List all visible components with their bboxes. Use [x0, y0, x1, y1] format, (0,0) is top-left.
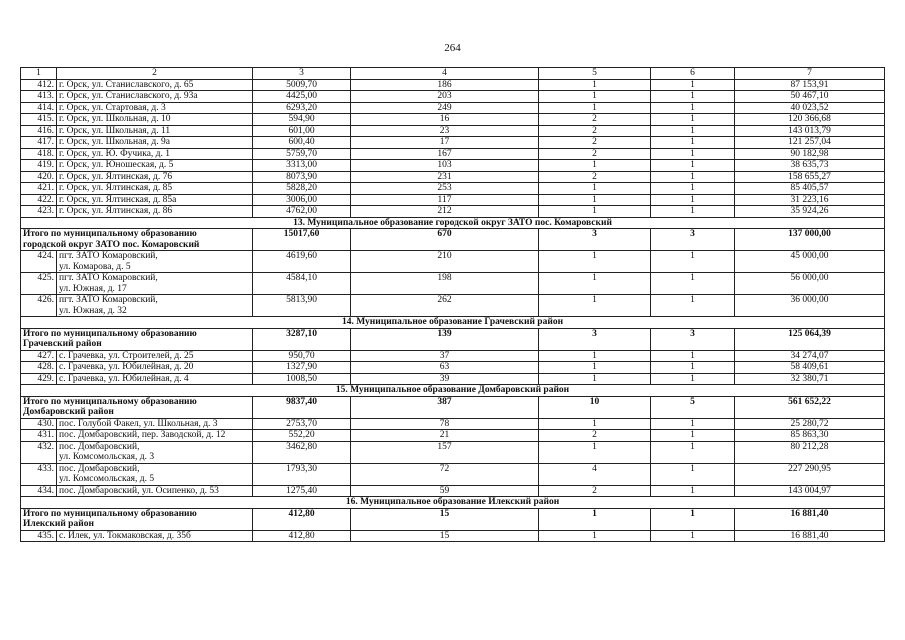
amount-cell: 16 881,40 [735, 508, 885, 530]
table-row [21, 485, 885, 497]
column-5-cell: 2 [539, 114, 651, 126]
count-cell: 670 [351, 229, 539, 251]
subtotal-label-line: городской округ ЗАТО пос. Комаровский [23, 239, 200, 250]
area-cell: 4425,00 [253, 91, 351, 103]
subtotal-row [21, 396, 885, 418]
count-cell: 117 [351, 194, 539, 206]
subtotal-label-line: Итого по муниципальному образованию [23, 508, 197, 519]
column-6-cell: 1 [651, 362, 735, 374]
address-cell [57, 441, 253, 463]
row-number: 419. [21, 160, 57, 172]
section-heading-row [21, 497, 885, 509]
address-line: пгт. ЗАТО Комаровский, [59, 251, 158, 261]
amount-cell: 32 380,71 [735, 373, 885, 385]
address-cell [57, 194, 253, 206]
area-cell: 6293,20 [253, 102, 351, 114]
address-cell [57, 160, 253, 172]
column-6-cell: 1 [651, 79, 735, 91]
count-cell: 198 [351, 273, 539, 295]
area-cell: 8073,90 [253, 171, 351, 183]
amount-cell: 85 863,30 [735, 430, 885, 442]
address-cell [57, 485, 253, 497]
address-line: г. Орск, ул. Ялтинская, д. 76 [59, 171, 173, 182]
column-5-cell: 2 [539, 137, 651, 149]
count-cell: 78 [351, 418, 539, 430]
address-line: ул. Южная, д. 32 [59, 305, 127, 316]
subtotal-row [21, 508, 885, 530]
column-5-cell: 1 [539, 91, 651, 103]
subtotal-label-line: Домбаровский район [23, 407, 114, 417]
amount-cell: 125 064,39 [735, 328, 885, 350]
address-line: с. Грачевка, ул. Строителей, д. 25 [59, 350, 194, 361]
amount-cell: 58 409,61 [735, 362, 885, 374]
count-cell: 210 [351, 251, 539, 273]
amount-cell: 38 635,73 [735, 160, 885, 172]
row-number: 435. [21, 530, 57, 542]
address-line: г. Орск, ул. Ялтинская, д. 86 [59, 206, 173, 216]
row-number: 421. [21, 183, 57, 195]
count-cell: 72 [351, 463, 539, 485]
row-number: 420. [21, 171, 57, 183]
address-cell [57, 206, 253, 218]
address-cell [57, 273, 253, 295]
column-6-cell: 3 [651, 229, 735, 251]
column-6-cell: 1 [651, 350, 735, 362]
column-6-cell: 1 [651, 530, 735, 542]
count-cell: 15 [351, 530, 539, 542]
count-cell: 103 [351, 160, 539, 172]
row-number: 425. [21, 273, 57, 295]
column-6-cell: 5 [651, 396, 735, 418]
subtotal-label [21, 396, 253, 418]
table-row [21, 463, 885, 485]
section-title: 13. Муниципальное образование городской округ ЗАТО пос. Комаровский [21, 217, 885, 229]
count-cell: 59 [351, 485, 539, 497]
count-cell: 212 [351, 206, 539, 218]
column-5-cell: 1 [539, 206, 651, 218]
table-row [21, 350, 885, 362]
count-cell: 249 [351, 102, 539, 114]
address-line: г. Орск, ул. Ю. Фучика, д. 1 [59, 148, 170, 159]
table-row [21, 441, 885, 463]
amount-cell: 56 000,00 [735, 273, 885, 295]
column-6-cell: 1 [651, 485, 735, 497]
amount-cell: 143 013,79 [735, 125, 885, 137]
address-line: пос. Домбаровский, ул. Осипенко, д. 53 [59, 485, 219, 496]
page-number: 264 [444, 42, 461, 54]
address-line: г. Орск, ул. Юношеская, д. 5 [59, 160, 174, 170]
row-number: 414. [21, 102, 57, 114]
address-cell [57, 295, 253, 317]
amount-cell: 121 257,04 [735, 137, 885, 149]
area-cell: 3462,80 [253, 441, 351, 463]
count-cell: 203 [351, 91, 539, 103]
area-cell: 1793,30 [253, 463, 351, 485]
address-line: пос. Домбаровский, [59, 441, 140, 452]
address-cell [57, 102, 253, 114]
address-cell [57, 79, 253, 91]
column-5-cell: 1 [539, 251, 651, 273]
column-6-cell: 1 [651, 183, 735, 195]
column-5-cell: 1 [539, 418, 651, 430]
column-5-cell: 2 [539, 485, 651, 497]
column-5-cell: 1 [539, 295, 651, 317]
count-cell: 23 [351, 125, 539, 137]
address-cell [57, 373, 253, 385]
address-line: г. Орск, ул. Ялтинская, д. 85а [59, 194, 177, 205]
column-5-cell: 1 [539, 273, 651, 295]
row-number: 418. [21, 148, 57, 160]
column-5-cell: 10 [539, 396, 651, 418]
column-header: 3 [253, 68, 351, 80]
table-row [21, 91, 885, 103]
area-cell: 5828,20 [253, 183, 351, 195]
table-row [21, 295, 885, 317]
area-cell: 600,40 [253, 137, 351, 149]
count-cell: 17 [351, 137, 539, 149]
subtotal-label-line: Итого по муниципальному образованию [23, 396, 197, 407]
amount-cell: 90 182,98 [735, 148, 885, 160]
subtotal-label [21, 328, 253, 350]
amount-cell: 40 023,52 [735, 102, 885, 114]
address-line: г. Орск, ул. Стартовая, д. 3 [59, 102, 166, 113]
subtotal-row [21, 229, 885, 251]
column-5-cell: 2 [539, 148, 651, 160]
row-number: 412. [21, 79, 57, 91]
column-5-cell: 1 [539, 441, 651, 463]
amount-cell: 158 655,27 [735, 171, 885, 183]
area-cell: 5813,90 [253, 295, 351, 317]
table-row [21, 137, 885, 149]
column-6-cell: 1 [651, 160, 735, 172]
column-header: 7 [735, 68, 885, 80]
row-number: 424. [21, 251, 57, 273]
count-cell: 39 [351, 373, 539, 385]
area-cell: 552,20 [253, 430, 351, 442]
area-cell: 1327,90 [253, 362, 351, 374]
table-row [21, 251, 885, 273]
column-header: 2 [57, 68, 253, 80]
column-5-cell: 1 [539, 373, 651, 385]
address-line: ул. Комсомольская, д. 3 [59, 452, 155, 462]
row-number: 434. [21, 485, 57, 497]
column-5-cell: 1 [539, 508, 651, 530]
row-number: 426. [21, 295, 57, 317]
area-cell: 4619,60 [253, 251, 351, 273]
column-6-cell: 1 [651, 251, 735, 273]
count-cell: 186 [351, 79, 539, 91]
area-cell: 15017,60 [253, 229, 351, 251]
column-6-cell: 3 [651, 328, 735, 350]
area-cell: 601,00 [253, 125, 351, 137]
amount-cell: 143 004,97 [735, 485, 885, 497]
count-cell: 262 [351, 295, 539, 317]
column-5-cell: 1 [539, 530, 651, 542]
area-cell: 4762,00 [253, 206, 351, 218]
count-cell: 231 [351, 171, 539, 183]
count-cell: 15 [351, 508, 539, 530]
column-5-cell: 1 [539, 194, 651, 206]
area-cell: 3313,00 [253, 160, 351, 172]
section-title: 16. Муниципальное образование Илекский район [21, 497, 885, 509]
row-number: 416. [21, 125, 57, 137]
count-cell: 139 [351, 328, 539, 350]
count-cell: 167 [351, 148, 539, 160]
column-6-cell: 1 [651, 148, 735, 160]
address-line: г. Орск, ул. Станиславского, д. 65 [59, 79, 194, 90]
subtotal-label-line: Итого по муниципальному образованию [23, 328, 197, 339]
table-row [21, 530, 885, 542]
address-cell [57, 362, 253, 374]
column-6-cell: 1 [651, 125, 735, 137]
area-cell: 5009,70 [253, 79, 351, 91]
row-number: 430. [21, 418, 57, 430]
row-number: 427. [21, 350, 57, 362]
area-cell: 412,80 [253, 508, 351, 530]
row-number: 423. [21, 206, 57, 218]
amount-cell: 35 924,26 [735, 206, 885, 218]
count-cell: 387 [351, 396, 539, 418]
amount-cell: 34 274,07 [735, 350, 885, 362]
area-cell: 4584,10 [253, 273, 351, 295]
row-number: 413. [21, 91, 57, 103]
column-6-cell: 1 [651, 102, 735, 114]
row-number: 433. [21, 463, 57, 485]
column-5-cell: 1 [539, 362, 651, 374]
column-5-cell: 2 [539, 430, 651, 442]
subtotal-label [21, 229, 253, 251]
table-row [21, 114, 885, 126]
amount-cell: 87 153,91 [735, 79, 885, 91]
amount-cell: 50 467,10 [735, 91, 885, 103]
area-cell: 3287,10 [253, 328, 351, 350]
column-6-cell: 1 [651, 508, 735, 530]
address-cell [57, 125, 253, 137]
column-header: 4 [351, 68, 539, 80]
amount-cell: 85 405,57 [735, 183, 885, 195]
address-line: пос. Домбаровский, [59, 463, 140, 474]
table-row [21, 160, 885, 172]
row-number: 417. [21, 137, 57, 149]
address-cell [57, 137, 253, 149]
table-row [21, 418, 885, 430]
address-line: с. Грачевка, ул. Юбилейная, д. 4 [59, 373, 189, 384]
section-heading-row [21, 217, 885, 229]
table-row [21, 194, 885, 206]
count-cell: 21 [351, 430, 539, 442]
amount-cell: 25 280,72 [735, 418, 885, 430]
column-5-cell: 1 [539, 350, 651, 362]
amount-cell: 45 000,00 [735, 251, 885, 273]
table-body [21, 79, 885, 542]
row-number: 422. [21, 194, 57, 206]
table-row [21, 125, 885, 137]
column-5-cell: 2 [539, 125, 651, 137]
column-6-cell: 1 [651, 373, 735, 385]
address-line: с. Грачевка, ул. Юбилейная, д. 20 [59, 362, 194, 372]
address-line: г. Орск, ул. Школьная, д. 10 [59, 114, 171, 124]
count-cell: 157 [351, 441, 539, 463]
area-cell: 1008,50 [253, 373, 351, 385]
address-line: ул. Комсомольская, д. 5 [59, 474, 155, 484]
column-6-cell: 1 [651, 206, 735, 218]
area-cell: 1275,40 [253, 485, 351, 497]
column-header: 6 [651, 68, 735, 80]
table-row [21, 102, 885, 114]
amount-cell: 16 881,40 [735, 530, 885, 542]
address-cell [57, 91, 253, 103]
address-cell [57, 418, 253, 430]
section-heading-row [21, 317, 885, 329]
column-5-cell: 2 [539, 171, 651, 183]
table-row [21, 373, 885, 385]
column-5-cell: 3 [539, 229, 651, 251]
column-5-cell: 4 [539, 463, 651, 485]
address-line: ул. Комарова, д. 5 [59, 261, 131, 272]
count-cell: 63 [351, 362, 539, 374]
amount-cell: 137 000,00 [735, 229, 885, 251]
address-cell [57, 350, 253, 362]
row-number: 415. [21, 114, 57, 126]
count-cell: 37 [351, 350, 539, 362]
table-row [21, 362, 885, 374]
column-6-cell: 1 [651, 273, 735, 295]
count-cell: 16 [351, 114, 539, 126]
column-6-cell: 1 [651, 441, 735, 463]
subtotal-label-line: Грачевский район [23, 339, 102, 349]
column-header: 5 [539, 68, 651, 80]
count-cell: 253 [351, 183, 539, 195]
area-cell: 412,80 [253, 530, 351, 542]
subtotal-label-line: Илекский район [23, 519, 94, 529]
column-6-cell: 1 [651, 463, 735, 485]
address-line: г. Орск, ул. Ялтинская, д. 85 [59, 183, 173, 193]
table-row [21, 273, 885, 295]
data-table [20, 67, 885, 542]
amount-cell: 561 652,22 [735, 396, 885, 418]
column-6-cell: 1 [651, 194, 735, 206]
column-6-cell: 1 [651, 137, 735, 149]
column-5-cell: 1 [539, 183, 651, 195]
address-line: с. Илек, ул. Токмаковская, д. 35б [59, 530, 191, 541]
table-row [21, 79, 885, 91]
area-cell: 9837,40 [253, 396, 351, 418]
area-cell: 950,70 [253, 350, 351, 362]
address-line: ул. Южная, д. 17 [59, 283, 127, 294]
section-title: 14. Муниципальное образование Грачевский район [21, 317, 885, 329]
address-cell [57, 183, 253, 195]
amount-cell: 31 223,16 [735, 194, 885, 206]
section-title: 15. Муниципальное образование Домбаровский район [21, 385, 885, 397]
subtotal-label [21, 508, 253, 530]
area-cell: 3006,00 [253, 194, 351, 206]
column-6-cell: 1 [651, 418, 735, 430]
column-5-cell: 1 [539, 102, 651, 114]
table-row [21, 183, 885, 195]
table-row [21, 148, 885, 160]
address-line: пос. Голубой Факел, ул. Школьная, д. 3 [59, 418, 218, 429]
subtotal-row [21, 328, 885, 350]
column-5-cell: 1 [539, 79, 651, 91]
address-line: г. Орск, ул. Станиславского, д. 93а [59, 91, 198, 101]
column-6-cell: 1 [651, 114, 735, 126]
address-cell [57, 114, 253, 126]
column-6-cell: 1 [651, 91, 735, 103]
table-row [21, 171, 885, 183]
section-heading-row [21, 385, 885, 397]
column-6-cell: 1 [651, 295, 735, 317]
table-row [21, 206, 885, 218]
amount-cell: 80 212,28 [735, 441, 885, 463]
column-header: 1 [21, 68, 57, 80]
row-number: 431. [21, 430, 57, 442]
address-cell [57, 171, 253, 183]
subtotal-label-line: Итого по муниципальному образованию [23, 229, 197, 239]
row-number: 432. [21, 441, 57, 463]
column-6-cell: 1 [651, 171, 735, 183]
address-cell [57, 148, 253, 160]
column-6-cell: 1 [651, 430, 735, 442]
table-row [21, 430, 885, 442]
address-line: пгт. ЗАТО Комаровский, [59, 295, 158, 305]
address-cell [57, 530, 253, 542]
address-line: г. Орск, ул. Школьная, д. 11 [59, 125, 171, 136]
row-number: 429. [21, 373, 57, 385]
address-cell [57, 430, 253, 442]
area-cell: 594,90 [253, 114, 351, 126]
address-cell [57, 251, 253, 273]
column-number-row [21, 68, 885, 80]
amount-cell: 227 290,95 [735, 463, 885, 485]
row-number: 428. [21, 362, 57, 374]
amount-cell: 36 000,00 [735, 295, 885, 317]
amount-cell: 120 366,68 [735, 114, 885, 126]
address-line: пгт. ЗАТО Комаровский, [59, 273, 158, 283]
column-5-cell: 3 [539, 328, 651, 350]
address-line: г. Орск, ул. Школьная, д. 9а [59, 137, 170, 147]
address-cell [57, 463, 253, 485]
area-cell: 5759,70 [253, 148, 351, 160]
address-line: пос. Домбаровский, пер. Заводской, д. 12 [59, 430, 226, 440]
area-cell: 2753,70 [253, 418, 351, 430]
column-5-cell: 1 [539, 160, 651, 172]
